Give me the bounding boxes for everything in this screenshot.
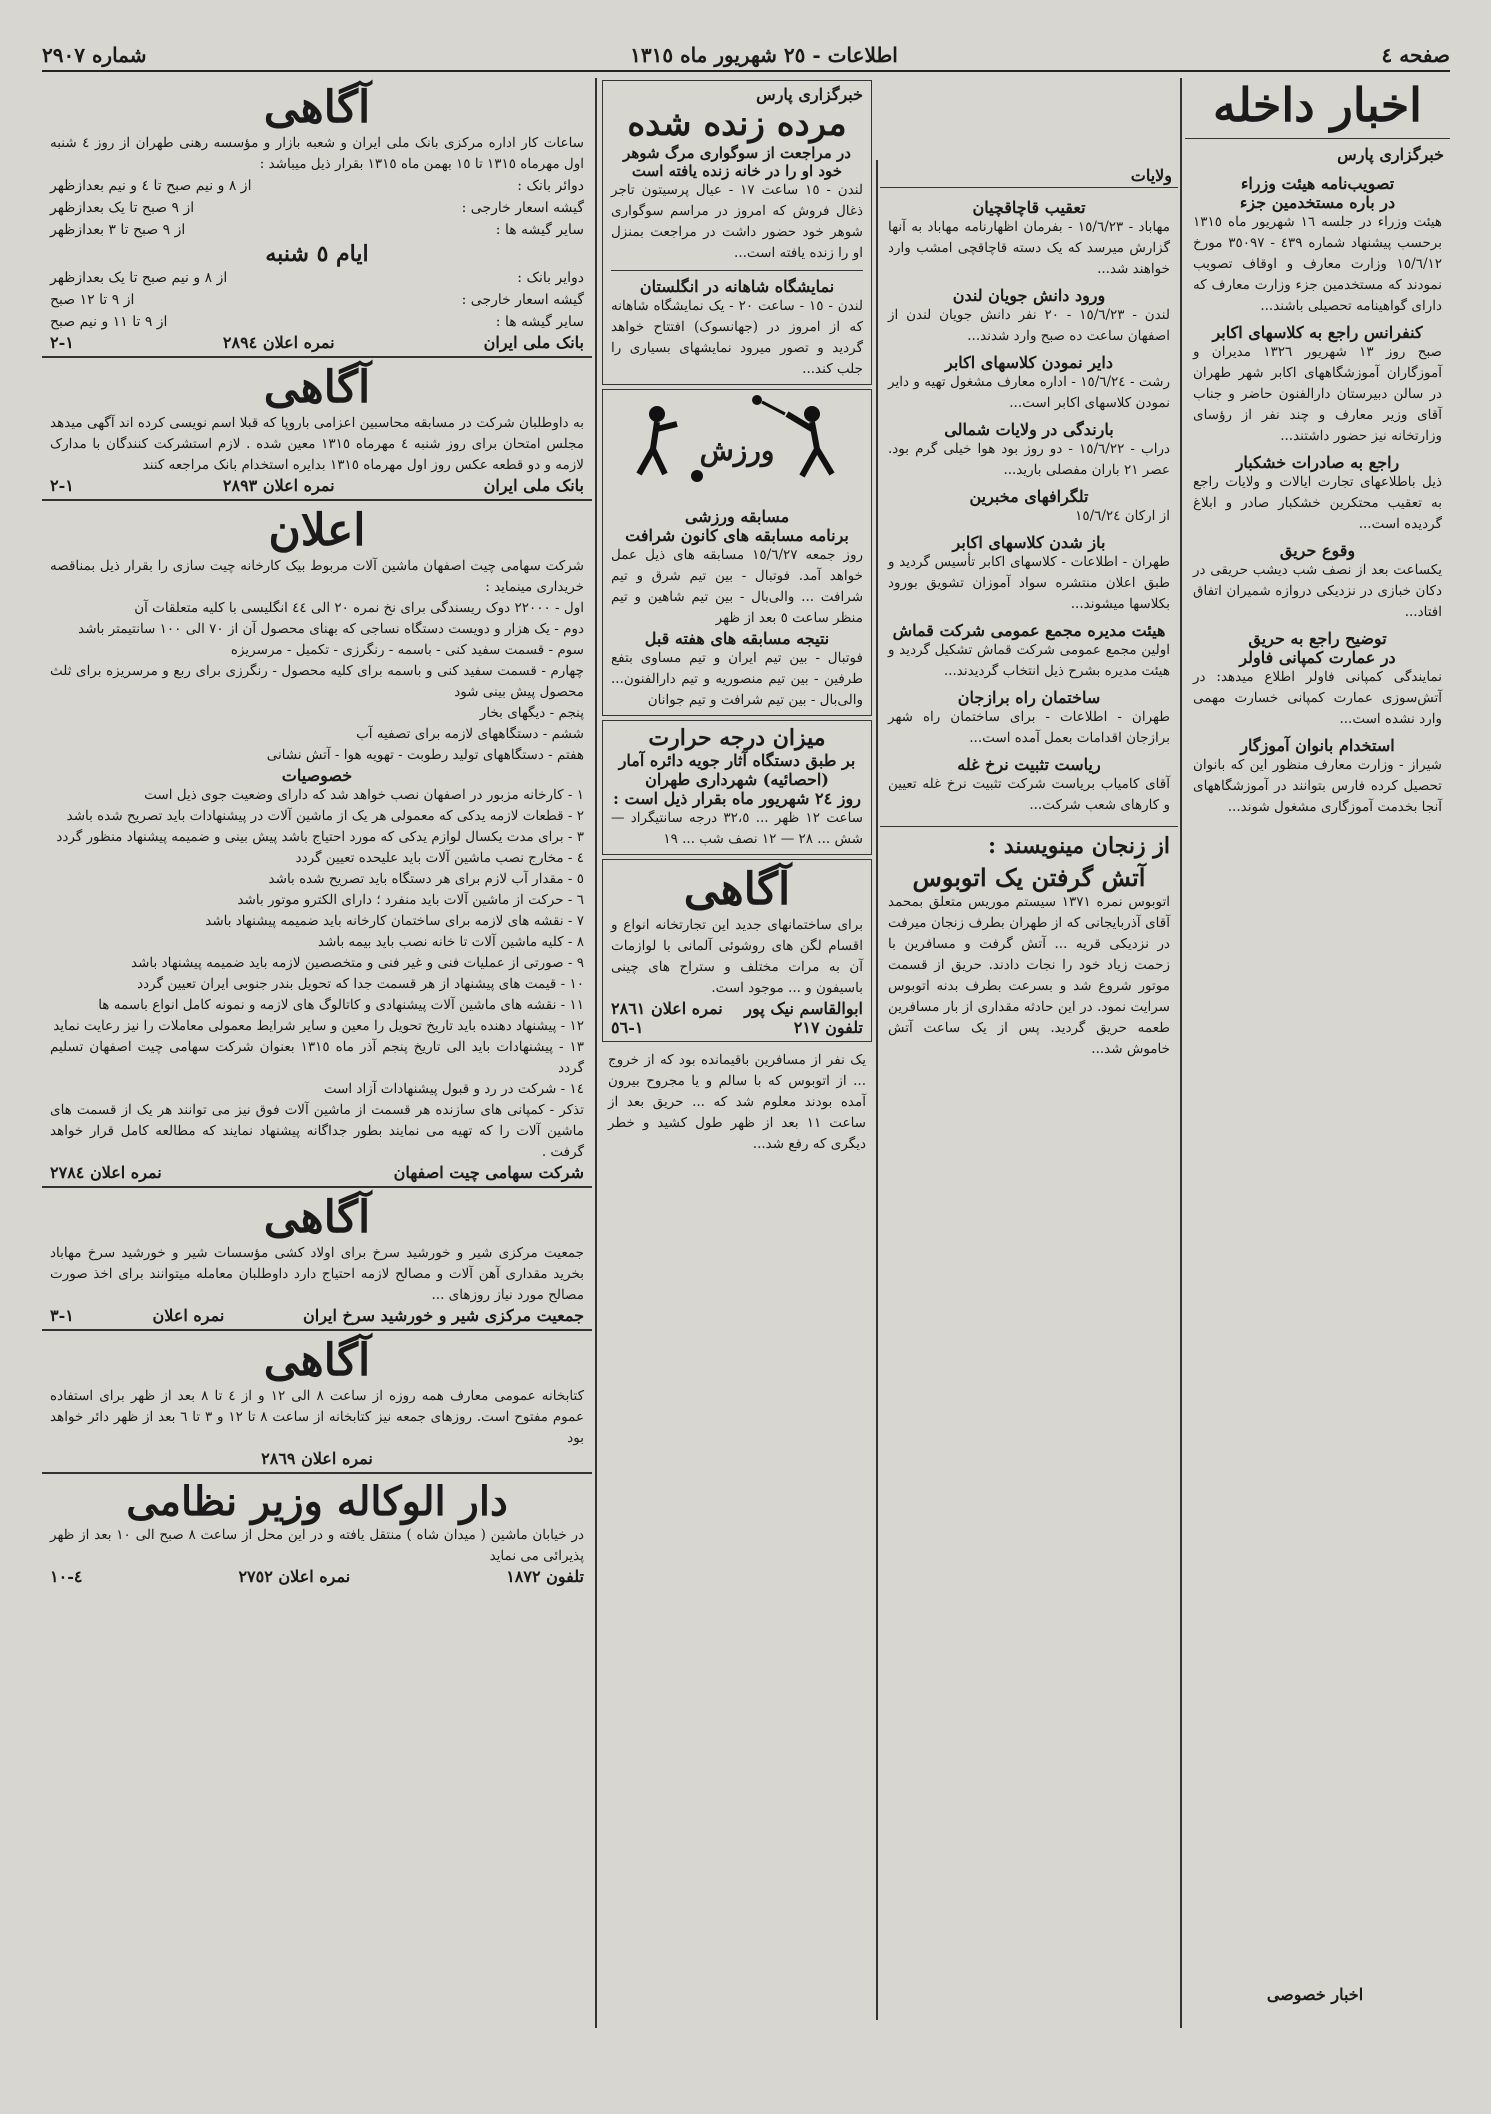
ad-number: نمره اعلان ٢٨٦١ [611, 999, 723, 1018]
sport-heading: مسابقه ورزشی [684, 507, 790, 526]
spec-item: ٦ - حرکت از ماشین آلات باید منفرد ؛ دارای الکترو موتور باشد [237, 892, 584, 908]
spec-item: ٧ - نقشه های لازمه برای ساختمان کارخانه باید ضمیمه پیشنهاد باشد [205, 913, 584, 929]
agency-label: خبرگزاری پارس [1337, 145, 1444, 164]
ad-text: کتابخانه عمومی معارف همه روزه از ساعت ٨ الی ١٢ و از ٤ تا ٨ بعد از ظهر برای استفاده عموم مفتوح است. روزهای جمعه نیز کتابخانه از ساعت ٨ تا ١٢ و ٣ تا ٦ بعد از ظهر دائر خواهد بود [50, 1388, 585, 1446]
story-heading: کنفرانس راجع به کلاسهای اکابر [1212, 323, 1423, 342]
ad-code: ١-٢ [50, 333, 74, 352]
ad-number: نمره اعلان ٢٧٨٤ [50, 1163, 162, 1182]
ad-title: آگاهی [683, 864, 791, 915]
spec-list [50, 785, 584, 1100]
ad-title: آگاهی [263, 362, 371, 413]
thursday-label: ایام ٥ شنبه [265, 241, 369, 267]
ad-signature: بانک ملی ایران [483, 333, 584, 352]
ad-number: نمره اعلان ٢٨٦٩ [261, 1449, 373, 1468]
story-heading: ریاست تثبیت نرخ غله [957, 755, 1101, 774]
ad-signature: بانک ملی ایران [483, 476, 584, 495]
ad-text: در خیابان ماشین ( میدان شاه ) منتقل یافته و در این محل از ساعت ٨ صبح الی ١٠ بعد از ظهر پذیرائی می نماید [50, 1527, 584, 1564]
domestic-news-column [1185, 78, 1450, 2028]
ad-title: اعلان [268, 505, 366, 556]
ad-note: تذکر - کمپانی های سازنده هر قسمت از ماشین آلات فوق نیز می توانند هر یک از قسمت های ماشین آلات را که تهیه می نمایند بطور جداگانه پیشنهاد نمایند که مطالعه کامل قرار خواهد گرفت . [50, 1102, 584, 1160]
story-continuation: یک نفر از مسافرین باقیمانده بود که از خروج ... از اتوبوس که با سالم و یا مجروح بیرون آمده بودند معلوم شد که ... حریق بعد از ساعت ١١ بعد از ظهر طول کشید و خطر دیگری که رفع شد... [608, 1052, 866, 1152]
list-item: ششم - دستگاههای لازمه برای تصفیه آب [356, 726, 584, 742]
agency-label: خبرگزاری پارس [756, 85, 863, 104]
hours-value: از ٨ و نیم صبح تا ٤ و نیم بعدازظهر [50, 178, 252, 194]
list-item: سوم - قسمت سفید کنی - باسمه - رنگرزی - تکمیل - مرسریزه [230, 642, 584, 658]
ad-code: ١-٢ [50, 476, 74, 495]
ad-phone: تلفون ٢١٧ [793, 1018, 863, 1037]
ad-text: شرکت سهامی چیت اصفهان ماشین آلات مربوط بیک کارخانه چیت سازی را بقرار ذیل بمناقصه خریداری مینماید : [50, 558, 584, 595]
ads-column [42, 78, 592, 2028]
story-text: لندن - ١٥/٦/٢٣ - ٢٠ نفر دانش جویان لندن از اصفهان ساعت ده صبح وارد شدند... [888, 307, 1170, 344]
spec-item: ٩ - صورتی از عملیات فنی و غیر فنی و متخصصین لازمه باید ضمیمه پیشنهاد باشد [131, 955, 584, 971]
story-text: آقای کامیاب بریاست شرکت تثبیت نرخ غله تعیین و کارهای شعب شرکت... [888, 776, 1170, 813]
column-rule [876, 160, 878, 2020]
temperature-heading: میزان درجه حرارت [648, 725, 826, 751]
story-heading: استخدام بانوان آموزگار [1240, 736, 1395, 755]
ad-text: برای ساختمانهای جدید این تجارتخانه انواع و اقسام لگن های روشوئی آلمانی با لوازمات آن به مرات مختلف و ستراح های چینی باسیفون و ... موجود است. [611, 917, 863, 996]
provinces-column [880, 78, 1178, 2114]
temperature-text: ساعت ١٢ ظهر ... ٣٢،٥ درجه سانتیگراد — شش ... ٢٨ — ١٢ نصف شب ... ١٩ [611, 810, 863, 847]
story-subheading: در عمارت کمپانی فاولر [1239, 648, 1396, 667]
ad-signature: ابوالقاسم نیک پور [744, 999, 863, 1018]
hours-table [50, 175, 584, 241]
ad-title: دار الوکاله وزیر نظامی [126, 1478, 508, 1525]
subheadline: در مراجعت از سوگواری مرگ شوهر خود او را در خانه زنده یافته است [623, 144, 851, 180]
hours-row [50, 311, 584, 333]
hours-label: سایر گیشه ها : [495, 222, 584, 238]
section-title: اخبار داخله [1213, 78, 1422, 132]
ad-text: به داوطلبان شرکت در مسابقه محاسبین اعزامی باروپا که قبلا اسم نویسی کرده اند آگهی میدهد مجلس امتحان برای روز شنبه ٤ مهرماه ١٣١٥ معین شده . لازم استشرکت کنندگان با مدارک لازمه و دو قطعه عکس روز اول مهرماه ١٣١٥ بدایره استخدام بانک مراجعه کنند [50, 415, 584, 473]
sport-results-heading: نتیجه مسابقه های هفته قبل [644, 629, 830, 648]
ad-text: ساعات کار اداره مرکزی بانک ملی ایران و شعبه بازار و مؤسسه رهنی طهران از روز ٤ شنبه اول مهرماه ١٣١٥ تا ١٥ بهمن ماه ١٣١٥ بقرار ذیل میباشد : [50, 135, 584, 172]
list-item: چهارم - قسمت سفید کنی و باسمه برای کلیه محصول - رنگرزی برای ربع و مرسریزه برای ثلث محصول پیش بینی شود [50, 663, 584, 700]
news-items [1185, 164, 1450, 822]
spec-item: ١ - کارخانه مزبور در اصفهان نصب خواهد شد که دارای وضعیت جوی ذیل است [144, 787, 584, 803]
column-rule [1180, 78, 1182, 2028]
hours-label: دوایر بانک : [517, 270, 584, 286]
hours-value: از ٩ صبح تا یک بعدازظهر [50, 200, 195, 216]
spec-item: ١٣ - پیشنهادات باید الی تاریخ پنجم آذر ماه ١٣١٥ بعنوان شرکت سهامی چیت اصفهان تسلیم گردد [50, 1039, 584, 1076]
zanjan-label: از زنجان مینویسند : [987, 833, 1170, 859]
story-heading: نمایشگاه شاهانه در انگلستان [639, 277, 835, 296]
ad-number: نمره اعلان ٢٧٥٢ [238, 1567, 351, 1586]
story-heading: دایر نمودن کلاسهای اکابر [945, 353, 1113, 372]
provinces-label: ولایات [880, 164, 1178, 188]
hours-row [50, 175, 584, 197]
column-rule [595, 78, 597, 2028]
page-number: صفحه ٤ [1381, 43, 1450, 67]
spec-item: ١٤ - شرکت در رد و قبول پیشنهادات آزاد است [323, 1081, 584, 1097]
ad-phone: تلفون ١٨٧٢ [506, 1567, 584, 1586]
ad-signature: شرکت سهامی چیت اصفهان [393, 1163, 584, 1182]
story-text: یکساعت بعد از نصف شب دیشب حریقی در دکان خبازی در نزدیکی دروازه شمیران اتفاق افتاد... [1193, 562, 1442, 620]
list-item: دوم - یک هزار و دویست دستگاه نساجی که بهنای محصول آن از ٧٠ الی ١٠٠ سانتیمتر باشد [78, 621, 584, 637]
items-list [50, 598, 584, 766]
story-text: نمایندگی کمپانی فاولر اطلاع میدهد: در آتش‌سوزی عمارت کمپانی خسارت مهمی وارد نشده است... [1193, 669, 1442, 727]
hours-value: از ٩ تا ١٢ صبح [50, 292, 135, 308]
ad-text: جمعیت مرکزی شیر و خورشید سرخ برای اولاد کشی مؤسسات شیر و خورشید سرخ مهاباد بخرید مقداری آهن آلات و مصالح لازمه احتیاج دارد داوطلبان معامله میتوانند برای اخذ صورت مصالح مورد نیاز روزهای ... [50, 1245, 584, 1303]
sport-subheading: برنامه مسابقه های کانون شرافت [625, 526, 849, 545]
sport-text: روز جمعه ١٥/٦/٢٧ مسابقه های ذیل عمل خواهد آمد. فوتبال - بین تیم شرق و تیم شرافت ... والی‌بال - بین تیم شاهین و تیم منظر ساعت ٥ بعد از ظهر [611, 547, 863, 626]
story-text: ذیل باطلاعهای تجارت ایالات و ولایات راجع به تعقیب محتکرین خشکبار صادر و ابلاغ گردیده است... [1193, 474, 1442, 532]
ad-code: ٤-١٠ [50, 1567, 83, 1586]
list-item: پنجم - دیگهای بخار [479, 705, 584, 721]
spec-item: ٨ - کلیه ماشین آلات تا خانه نصب باید بیمه باشد [317, 934, 584, 950]
hours-label: گیشه اسعار خارجی : [461, 200, 584, 216]
ad-number: نمره اعلان [152, 1306, 225, 1325]
story-heading: وقوع حریق [1279, 541, 1356, 560]
foreign-news-column [600, 78, 874, 2028]
headline: مرده زنده شده [627, 104, 847, 144]
sport-title: ورزش [699, 434, 775, 467]
spec-item: ٤ - مخارج نصب ماشین آلات باید علیحده تعیین گردد [295, 850, 584, 866]
spec-item: ١١ - نقشه های ماشین آلات پیشنهادی و کاتالوگ های لازمه و نمونه کامل انواع باسمه ها [98, 997, 584, 1013]
hours-row [50, 219, 584, 241]
story-subheading: در باره مستخدمین جزء [1239, 193, 1396, 212]
spec-item: ١٢ - پیشنهاد دهنده باید تاریخ تحویل را معین و سایر شرایط معمولی معاملات را نیز رعایت نماید [53, 1018, 584, 1034]
hours-row [50, 267, 584, 289]
ad-number: نمره اعلان ٢٨٩٤ [222, 333, 335, 352]
ad-code: ١-٥٦ [611, 1018, 644, 1037]
story-heading: ساختمان راه برازجان [957, 688, 1101, 707]
story-heading: توضیح راجع به حریق [1248, 629, 1387, 648]
hours-table [50, 267, 584, 333]
story-heading: بارندگی در ولایات شمالی [944, 420, 1114, 439]
temperature-date: روز ٢٤ شهریور ماه بقرار ذیل است : [613, 789, 861, 808]
temperature-subheading: بر طبق دستگاه آثار جویه دائره آمار (احصائیه) شهرداری طهران [618, 751, 856, 789]
hours-row [50, 289, 584, 311]
spec-item: ١٠ - قیمت های پیشنهاد از هر قسمت جدا که تحویل بندر جنوبی ایران تعیین گردد [137, 976, 584, 992]
story-text: اولین مجمع عمومی شرکت قماش تشکیل گردید و هیئت مدیره بشرح ذیل انتخاب گردیدند... [888, 642, 1170, 679]
story-text: دراب - ١٥/٦/٢٢ - دو روز بود هوا خیلی گرم بود. عصر ٢١ باران مفصلی بارید... [888, 441, 1170, 478]
story-text: از ارکان ١٥/٦/٢٤ [1075, 508, 1170, 524]
ad-subheading: خصوصیات [281, 766, 353, 785]
ad-title: آگاهی [263, 1192, 371, 1243]
hours-value: از ٩ صبح تا ٣ بعدازظهر [50, 222, 186, 238]
story-text: هیئت وزراء در جلسه ١٦ شهریور ماه ١٣١٥ برحسب پیشنهاد شماره ٤٣٩ - ٣٥٠٩٧ مورخ ١٥/٦/١٢ وزارت معارف و اوقاف تصویب نمودند که مستخدمین جزء وزارت معارف که دارای گواهینامه تحصیلی باشند... [1193, 214, 1443, 314]
hours-row [50, 197, 584, 219]
story-heading: تعقیب قاچاقچیان [972, 198, 1086, 217]
sport-results-text: فوتبال - بین تیم ایران و تیم مساوی بتفع طرفین - بین تیم منصوریه و تیم دارالفنون... والی‌بال - بین تیم شرافت و تیم جوانان [611, 650, 863, 708]
story-text: طهران - اطلاعات - برای ساختمان راه شهر برازجان اقدامات بعمل آمده است... [888, 709, 1170, 746]
story-text: اتوبوس نمره ١٣٧١ سیستم موریس متعلق بمحمد آقای آذربایجانی که از طهران بطرف زنجان میرفت در نزدیکی قریه ... آتش گرفت و مسافرین با زحمت زیاد خود را نجات دادند. حریق از قسمت موتور شروع شد و بسرعت بطرف بدنه اتوبوس سرایت نمود. در این حادثه مقداری از بار مسافرین طعمه حریق گردید. پس از یک ساعت آتش خاموش شد... [888, 894, 1171, 1057]
hours-value: از ٨ و نیم صبح تا یک بعدازظهر [50, 270, 228, 286]
ad-signature: جمعیت مرکزی شیر و خورشید سرخ ایران [303, 1306, 584, 1325]
spec-item: ٥ - مقدار آب لازم برای هر دستگاه باید تصریح شده باشد [268, 871, 584, 887]
story-text: لندن - ١٥ ساعت ١٧ - عیال پرسیتون تاجر ذغال فروش که امروز در مراسم سوگواری شوهر خود حضور داشت در مراجعت بمنزل او را زنده یافته است... [611, 182, 863, 261]
story-heading: باز شدن کلاسهای اکابر [952, 533, 1106, 552]
hours-label: دوائر بانک : [517, 178, 584, 194]
hours-label: سایر گیشه ها : [495, 314, 584, 330]
hours-value: از ٩ تا ١١ و نیم صبح [50, 314, 168, 330]
story-text: صبح روز ١٣ شهریور ١٣٢٦ مدیران و آموزگاران آموزشگاههای اکابر شهر طهران در سالن دبیرستان دارالفنون حاضر و جناب آقای وزیر معارف و چند نفر از رؤسای وزارتخانه نیز حضور داشتند... [1193, 344, 1442, 444]
story-text: لندن - ١٥ - ساعت ٢٠ - یک نمایشگاه شاهانه که از امروز در (جهانسوک) افتتاح خواهد گردید و تصور میرود نمایشهای بسیاری را جلب کند... [611, 298, 863, 377]
story-heading: آتش گرفتن یک اتوبوس [912, 863, 1146, 892]
masthead-center: اطلاعات - ٢٥ شهریور ماه ١٣١٥ [630, 43, 898, 67]
spec-item: ٣ - برای مدت یکسال لوازم یدکی که مورد احتیاج باشد پیش بینی و ضمیمه پیشنهاد منظور گردد [56, 829, 584, 845]
story-heading: تلگرافهای مخبرین [969, 487, 1089, 506]
story-text: شیراز - وزارت معارف منظور این که بانوان تحصیل کرده فارس بتوانند در آموزشگاههای آنجا بخدمت آموزگاری مشغول شوند... [1193, 757, 1442, 815]
ad-code: ١-٣ [50, 1306, 74, 1325]
list-item: اول - ٢٢٠٠٠ دوک ریسندگی برای نخ نمره ٢٠ الی ٤٤ انگلیسی با کلیه متعلقات آن [134, 600, 584, 616]
story-text: رشت - ١٥/٦/٢٤ - اداره معارف مشغول تهیه و دایر نمودن کلاسهای اکابر است... [888, 374, 1170, 411]
ad-number: نمره اعلان ٢٨٩٣ [222, 476, 335, 495]
story-text: مهاباد - ١٥/٦/٢٣ - بفرمان اظهارنامه مهاباد به آنها گزارش میرسد که یک دسته قاچاقچی امشب وارد خواهند شد... [888, 219, 1170, 277]
spec-item: ٢ - قطعات لازمه یدکی که معمولی هر یک از ماشین آلات در پیشنهادات باید تصریح شده باشد [66, 808, 584, 824]
ad-title: آگاهی [263, 1335, 371, 1386]
story-heading: راجع به صادرات خشکبار [1235, 453, 1400, 472]
story-heading: تصویب‌نامه هیئت وزراء [1240, 174, 1395, 193]
masthead [42, 40, 1450, 72]
ad-title: آگاهی [263, 82, 371, 133]
story-text: طهران - اطلاعات - کلاسهای اکابر تأسیس گردید و طبق اعلان منتشره سواد آموزان تشویق بورود بکلاسها میشوند... [888, 554, 1170, 612]
list-item: هفتم - دستگاههای تولید رطوبت - تهویه هوا - آتش نشانی [266, 747, 584, 763]
story-heading: ورود دانش جویان لندن [952, 286, 1106, 305]
story-heading: هیئت مدیره مجمع عمومی شرکت قماش [892, 621, 1166, 640]
issue-number: شماره ٢٩٠٧ [42, 43, 147, 67]
hours-label: گیشه اسعار خارجی : [461, 292, 584, 308]
news-items [880, 188, 1178, 820]
private-news-label: اخبار خصوصی [1266, 1985, 1364, 2004]
